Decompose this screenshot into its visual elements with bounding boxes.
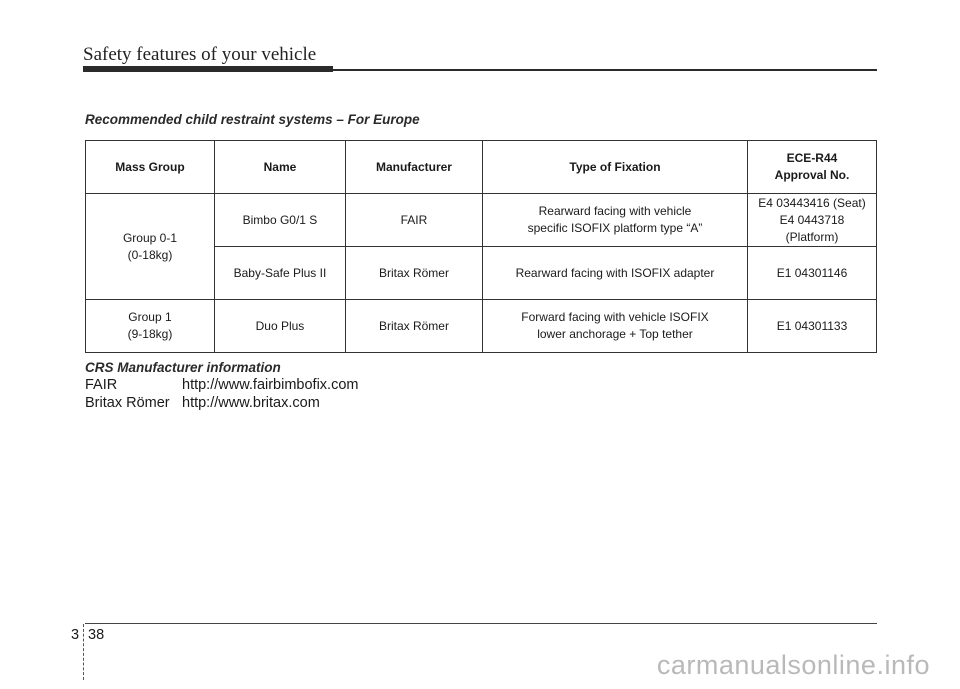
header-ece-line1: ECE-R44 (786, 151, 838, 165)
mass-group-label: Group 0-1 (122, 230, 177, 245)
header-rule-thin (333, 69, 877, 71)
table-header-row (86, 141, 877, 194)
manufacturer-info-row (85, 395, 320, 411)
chapter-number: 3 (71, 627, 80, 643)
fixation-line1: Rearward facing with vehicle (538, 204, 692, 218)
cell-ece (747, 194, 876, 247)
table-row (86, 300, 877, 353)
header-rule-thick (83, 66, 333, 72)
manufacturer-name: Britax Römer (85, 395, 170, 411)
manufacturer-info-row (85, 377, 358, 393)
manufacturer-url: http://www.fairbimbofix.com (182, 377, 359, 393)
cell-mass-group (86, 300, 215, 353)
cell-fixation: Rearward facing with ISOFIX adapter (482, 247, 747, 300)
watermark: carmanualsonline.info (656, 650, 930, 680)
mass-group-range: (0-18kg) (127, 247, 173, 262)
cell-ece: E1 04301133 (747, 300, 876, 353)
cell-fixation (482, 194, 747, 247)
section-title: Recommended child restraint systems – For Europe (85, 112, 420, 127)
table-row (86, 194, 877, 247)
cell-name: Duo Plus (214, 300, 345, 353)
cell-fixation (482, 300, 747, 353)
header-mass-group: Mass Group (86, 141, 215, 194)
mass-group-label: Group 1 (128, 310, 172, 324)
header-manufacturer: Manufacturer (345, 141, 482, 194)
manufacturer-info-title: CRS Manufacturer information (85, 360, 281, 375)
header-fixation: Type of Fixation (482, 141, 747, 194)
page-header-title: Safety features of your vehicle (83, 44, 317, 65)
header-name: Name (214, 141, 345, 194)
cell-manufacturer: Britax Römer (345, 300, 482, 353)
footer-rule (85, 623, 877, 624)
fixation-line1: Forward facing with vehicle ISOFIX (521, 310, 709, 324)
cell-ece: E1 04301146 (747, 247, 876, 300)
cell-name: Baby-Safe Plus II (214, 247, 345, 300)
header-ece (747, 141, 876, 194)
footer-dashed-line (83, 624, 84, 680)
page-number: 38 (88, 627, 105, 643)
mass-group-range: (9-18kg) (127, 327, 173, 341)
child-restraint-table (85, 140, 877, 353)
ece-line2: E4 0443718 (Platform) (779, 212, 845, 244)
cell-manufacturer: Britax Römer (345, 247, 482, 300)
header-ece-line2: Approval No. (774, 168, 850, 182)
cell-mass-group (86, 194, 215, 300)
manufacturer-url: http://www.britax.com (182, 395, 320, 411)
ece-line1: E4 03443416 (Seat) (758, 195, 866, 210)
fixation-line2: specific ISOFIX platform type “A” (527, 221, 703, 235)
cell-manufacturer: FAIR (345, 194, 482, 247)
cell-name: Bimbo G0/1 S (214, 194, 345, 247)
manufacturer-name: FAIR (85, 377, 118, 393)
fixation-line2: lower anchorage + Top tether (537, 327, 693, 341)
